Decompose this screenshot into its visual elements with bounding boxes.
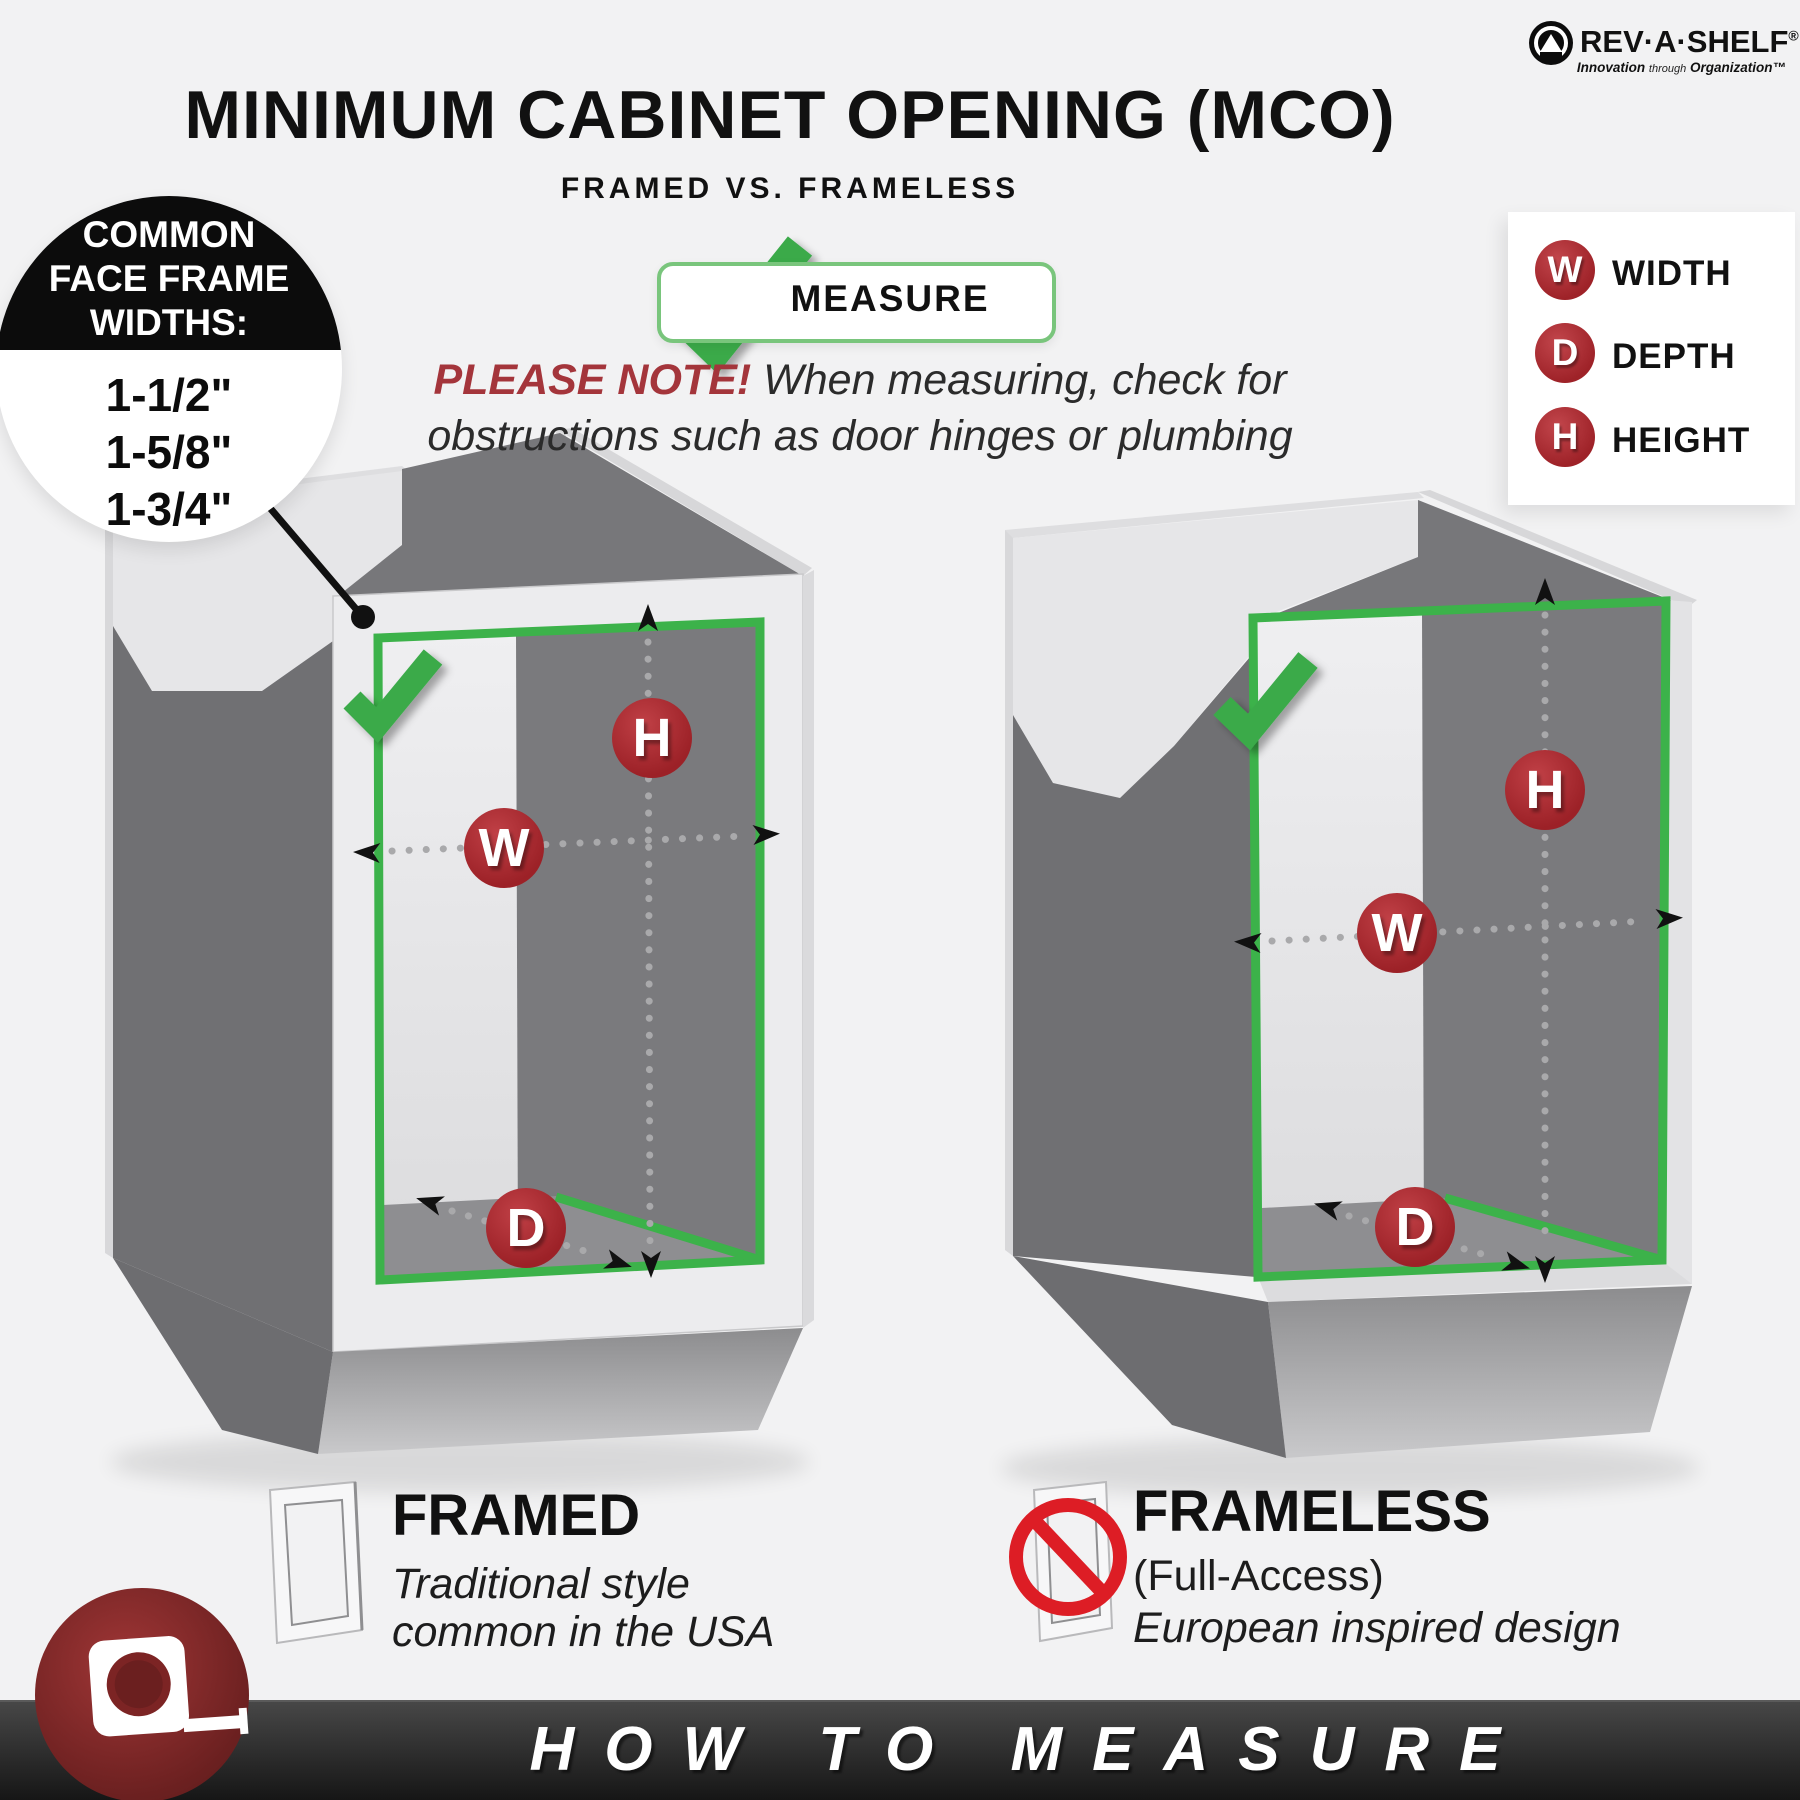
frameless-width-badge: W	[1357, 893, 1437, 973]
tape-measure-badge	[35, 1588, 249, 1800]
brand-name: REV·A·SHELF®	[1580, 24, 1799, 59]
face-frame-width-value: 1-3/4"	[105, 483, 233, 535]
page-subtitle: FRAMED VS. FRAMELESS	[560, 172, 1020, 205]
frameless-title: FRAMELESS	[1133, 1479, 1491, 1544]
frameless-desc: European inspired design	[1133, 1604, 1621, 1652]
legend-width-circle: W	[1535, 240, 1595, 300]
face-frame-width-value: 1-5/8"	[105, 426, 233, 478]
registered-mark: ®	[1788, 27, 1799, 44]
framed-width-badge: W	[464, 808, 544, 888]
callout-line: COMMON	[82, 214, 256, 255]
face-frame-icon	[270, 1482, 362, 1643]
measure-label: MEASURE	[790, 278, 990, 319]
legend-depth-circle: D	[1535, 323, 1595, 383]
callout-line: WIDTHS:	[89, 302, 249, 343]
note-line1: When measuring, check for	[751, 356, 1287, 404]
framed-desc-line2: common in the USA	[392, 1608, 775, 1656]
callout-line: FACE FRAME	[48, 258, 290, 299]
please-note-text	[360, 352, 1360, 464]
revashelf-logo-mark	[1528, 20, 1574, 66]
framed-title: FRAMED	[392, 1483, 641, 1548]
legend-depth-label: DEPTH	[1612, 337, 1736, 376]
footer-title: HOW TO MEASURE	[529, 1715, 1531, 1784]
note-line2: obstructions such as door hinges or plumbing	[427, 412, 1293, 460]
page-title: MINIMUM CABINET OPENING (MCO)	[184, 77, 1396, 153]
face-frame-width-value: 1-1/2"	[105, 369, 233, 421]
frameless-subtitle: (Full-Access)	[1133, 1552, 1384, 1600]
brand-tagline: Innovation through Organization™	[1576, 60, 1786, 75]
framed-desc-line1: Traditional style	[392, 1560, 690, 1608]
framed-height-badge: H	[612, 698, 692, 778]
tape-measure-icon	[35, 1588, 249, 1800]
frameless-cabinet-illustration	[1005, 490, 1697, 1458]
legend-height-label: HEIGHT	[1612, 421, 1751, 460]
no-face-frame-icon	[1016, 1482, 1120, 1641]
note-lead: PLEASE NOTE!	[433, 356, 752, 404]
legend-width-label: WIDTH	[1612, 254, 1732, 293]
framed-cabinet-illustration	[105, 428, 814, 1454]
face-frame-widths-callout	[0, 196, 342, 542]
frameless-depth-badge: D	[1375, 1187, 1455, 1267]
framed-depth-badge: D	[486, 1188, 566, 1268]
legend-height-circle: H	[1535, 407, 1595, 467]
frameless-height-badge: H	[1505, 750, 1585, 830]
